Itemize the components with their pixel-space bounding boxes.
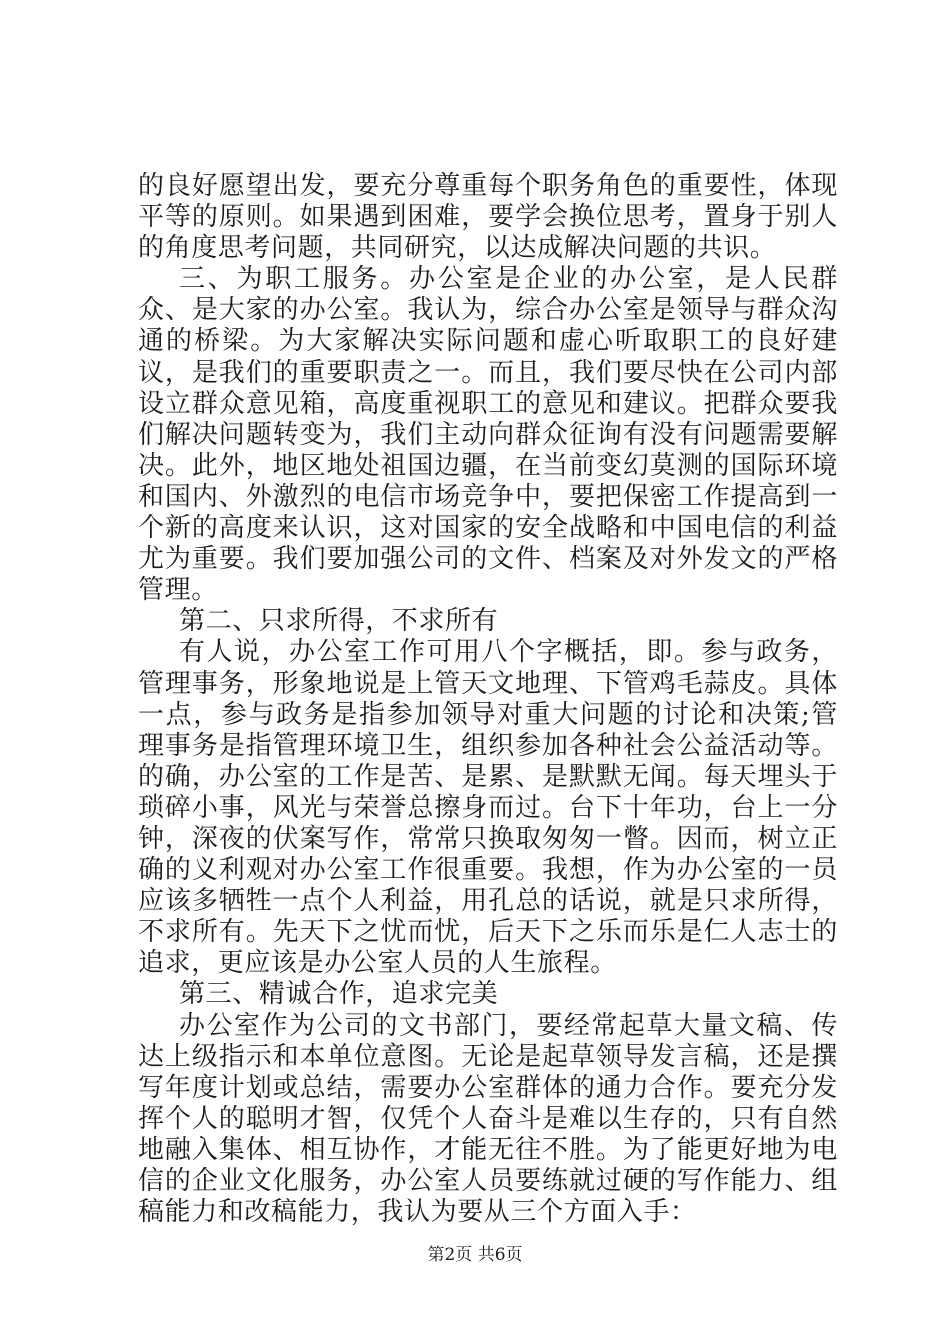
document-body [138, 171, 838, 1228]
paragraph-cooperation: 办公室作为公司的文书部门，要经常起草大量文稿、传达上级指示和本单位意图。无论是起草领导发言稿，还是撰写年度计划或总结，需要办公室群体的通力合作。要充分发挥个人的聪明才智，仅凭个人奋斗是难以生存的，只有自然地融入集体、相互协作，才能无往不胜。为了能更好地为电信的企业文化服务，办公室人员要练就过硬的写作能力、组稿能力和改稿能力，我认为要从三个方面入手： [138, 1010, 838, 1228]
section-heading-third: 第三、精诚合作，追求完美 [179, 979, 499, 1010]
section-heading-second: 第二、只求所得，不求所有 [179, 606, 499, 637]
paragraph-continuation: 的良好愿望出发，要充分尊重每个职务角色的重要性，体现平等的原则。如果遇到困难，要学会换位思考，置身于别人的角度思考问题，共同研究，以达成解决问题的共识。 [138, 171, 838, 264]
paragraph-office-work: 有人说，办公室工作可用八个字概括，即。参与政务，管理事务，形象地说是上管天文地理、下管鸡毛蒜皮。具体一点，参与政务是指参加领导对重大问题的讨论和决策;管理事务是指管理环境卫生，组织参加各种社会公益活动等。的确，办公室的工作是苦、是累、是默默无闻。每天埋头于琐碎小事，风光与荣誉总擦身而过。台下十年功，台上一分钟，深夜的伏案写作，常常只换取匆匆一瞥。因而，树立正确的义利观对办公室工作很重要。我想，作为办公室的一员应该多牺牲一点个人利益，用孔总的话说，就是只求所得，不求所有。先天下之忧而忧，后天下之乐而乐是仁人志士的追求，更应该是办公室人员的人生旅程。 [138, 637, 838, 979]
paragraph-serve-staff: 三、为职工服务。办公室是企业的办公室，是人民群众、是大家的办公室。我认为，综合办公室是领导与群众沟通的桥梁。为大家解决实际问题和虚心听取职工的良好建议，是我们的重要职责之一。而且，我们要尽快在公司内部设立群众意见箱，高度重视职工的意见和建议。把群众要我们解决问题转变为，我们主动向群众征询有没有问题需要解决。此外，地区地处祖国边疆，在当前变幻莫测的国际环境和国内、外激烈的电信市场竞争中，要把保密工作提高到一个新的高度来认识，这对国家的安全战略和中国电信的利益尤为重要。我们要加强公司的文件、档案及对外发文的严格管理。 [138, 264, 838, 606]
page-number-footer: 第2页 共6页 [427, 1245, 523, 1265]
